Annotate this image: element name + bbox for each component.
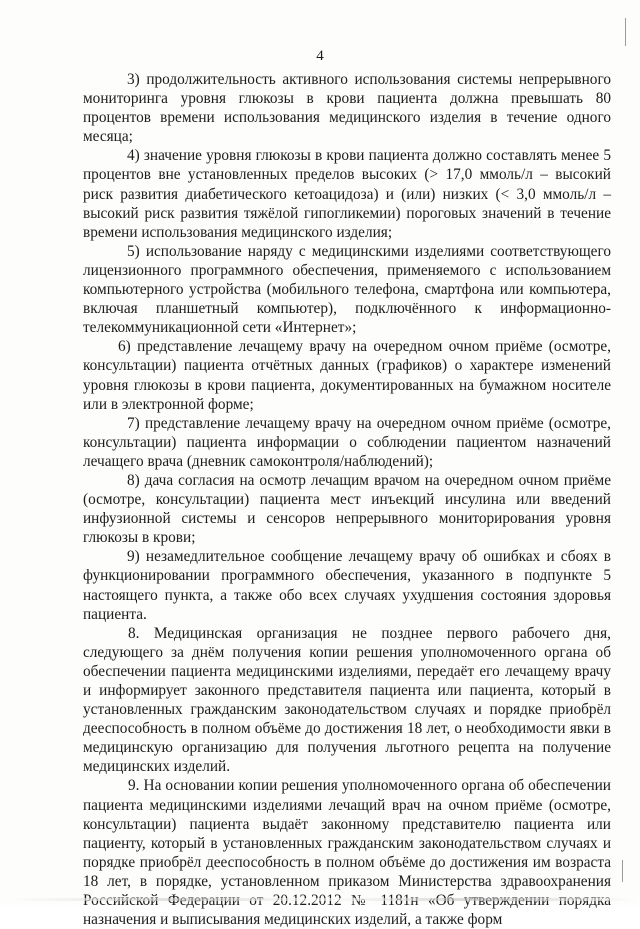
paragraph-clause-8: 8. Медицинская организация не позднее первого рабочего дня, следующего за днём получения копии решения уполномоченного органа об обеспечении пациента медицинскими изделиями, передаёт его лечащему врачу и информирует законного представителя пациента или пациента, который в установленных гражданским законодательством случаях и порядке приобрёл дееспособность в полном объёме до достижения 18 лет, о необходимости явки в медицинскую организацию для получения льготного рецепта на получение медицинских изделий. bbox=[83, 624, 611, 776]
paragraph-clause-9: 9. На основании копии решения уполномоченного органа об обеспечении пациента медицинскими изделиями лечащий врач на очном приёме (осмотре, консультации) пациента выдаёт законному представителю пациента или пациенту, который в установленных гражданским законодательством случаях и порядке приобрёл дееспособность в полном объёме до достижения им возраста 18 лет, в порядке, установленном приказом Министерства здравоохранения назначения и выписывания медицинских изделий, а также форм bbox=[83, 777, 611, 929]
paragraph-item-4: 4) значение уровня глюкозы в крови пациента должно составлять менее 5 процентов вне установленных пределов высоких (> 17,0 ммоль/л – высокий риск развития диабетического кетоацидоза) и (или) низких (< 3,0 ммоль/л – высокий риск развития тяжёлой гипогликемии) пороговых значений в течение времени использования медицинского изделия; bbox=[83, 147, 611, 241]
paragraph-item-3: 3) продолжительность активного использования системы непрерывного мониторинга уровня глюкозы в крови пациента должна превышать 80 процентов времени использования медицинского изделия в течение одного месяца; bbox=[83, 71, 611, 146]
paragraph-item-7: 7) представление лечащему врачу на очередном очном приёме (осмотре, консультации) пациента информации о соблюдении пациентом назначений лечащего врача (дневник самоконтроля/наблюдений); bbox=[83, 414, 611, 470]
scan-artifact-mark bbox=[622, 860, 623, 882]
scan-bottom-edge bbox=[0, 898, 640, 901]
scan-artifact-mark bbox=[625, 18, 626, 46]
paragraph-item-9: 9) незамедлительное сообщение лечащему врачу об ошибках и сбоях в функционировании программного обеспечения, указанного в подпункте 5 настоящего пункта, а также обо всех случаях ухудшения состояния здоровья пациента. bbox=[83, 548, 611, 623]
paragraph-item-6: 6) представление лечащему врачу на очередном очном приёме (осмотре, консультации) пациента отчётных данных (графиков) о характере изменений уровня глюкозы в крови пациента, документированных на бумажном носителе или в электронной форме; bbox=[83, 338, 611, 413]
page-number: 4 bbox=[316, 48, 324, 64]
document-body bbox=[83, 70, 611, 929]
paragraph-item-5: 5) использование наряду с медицинскими изделиями соответствующего лицензионного программного обеспечения, применяемого с использованием компьютерного устройства (мобильного телефона, смартфона или компьютера, включая планшетный компьютер), подключённого к информационно-телекоммуникационной сети «Интернет»; bbox=[83, 242, 611, 337]
paragraph-item-8: 8) дача согласия на осмотр лечащим врачом на очередном очном приёме (осмотре, консультации) пациента мест инъекций инсулина или введений инфузионной системы и сенсоров непрерывного мониторирования уровня глюкозы в крови; bbox=[83, 471, 611, 547]
